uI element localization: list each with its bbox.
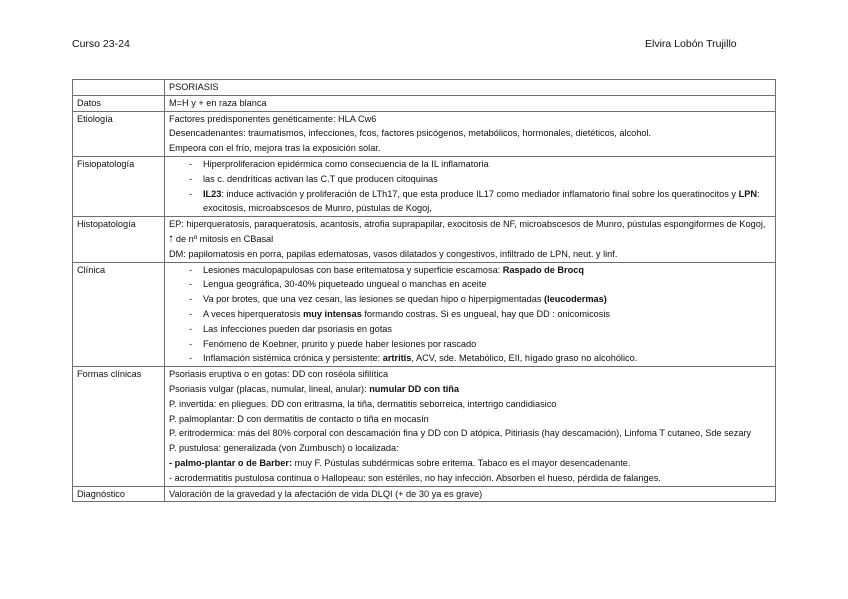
list-item: [169, 351, 771, 366]
item-text: : induce activación y proliferación de LTh17, que esta produce IL17 como mediador inflamatorio final sobre los queratinocitos y: [221, 188, 739, 199]
item-text: muy F. Pústulas subdérmicas sobre eritema. Tabaco es el mayor desencadenante.: [292, 457, 631, 468]
header-course: Curso 23-24: [72, 38, 130, 50]
empty-cell: [73, 80, 165, 96]
histopatologia-dm: DM: papilomatosis en porra, papilas edematosas, vasos dilatados y congestivos, infiltrado de LPN, neut. y linf.: [169, 248, 618, 259]
fisiopatologia-list: [169, 157, 771, 216]
row-label-diagnostico: Diagnóstico: [73, 486, 165, 502]
row-label-formas: Formas clínicas: [73, 367, 165, 486]
formas-line: P. palmoplantar: D con dermatitis de contacto o tiña en mocasín: [169, 413, 429, 424]
bold-term: numular DD con tiña: [369, 383, 460, 394]
formas-line: [169, 456, 771, 471]
table-row-clinica: [73, 262, 776, 367]
table-row-formas: [73, 367, 776, 486]
histopatologia-ep: EP: hiperqueratosis, paraqueratosis, acantosis, atrofia suprapapilar, exocitosis de NF, microabscesos de Munro, pústulas espongiformes de Kogoj, ⭡ de nº mitosis en CBasal: [169, 219, 766, 244]
formas-line: - acrodermatitis pustulosa continua o Hallopeau: son estériles, no hay infección. Absorben el hueso, pérdida de falanges.: [169, 472, 661, 483]
etiologia-line: Factores predisponentes genéticamente: HLA Cw6: [169, 113, 377, 124]
bold-term: IL23: [203, 188, 222, 199]
row-label-datos: Datos: [73, 95, 165, 111]
item-text: : exocitosis, microabscesos de Munro, pústulas de Kogoj,: [203, 188, 760, 214]
formas-line: P. invertida: en pliegues. DD con eritrasma, la tiña, dermatitis seborreica, intertrigo candidiasico: [169, 398, 557, 409]
bold-term: Raspado de Brocq: [502, 264, 584, 275]
table-row-histopatologia: [73, 217, 776, 262]
diagnostico-text: Valoración de la gravedad y la afectación de vida DLQI (+ de 30 ya es grave): [165, 486, 776, 502]
formas-line: Psoriasis eruptiva o en gotas: DD con roséola sifilítica: [169, 369, 389, 380]
row-label-etiologia: Etiología: [73, 111, 165, 156]
datos-text: M=H y + en raza blanca: [165, 95, 776, 111]
etiologia-line: Empeora con el frío, mejora tras la exposición solar.: [169, 143, 381, 154]
table-title: PSORIASIS: [165, 80, 776, 96]
list-item: - Fenómeno de Koebner, prurito y puede haber lesiones por rascado: [169, 337, 771, 352]
list-item: [169, 263, 771, 278]
table-row-diagnostico: [73, 486, 776, 502]
table-row-fisiopatologia: [73, 156, 776, 216]
bold-term: artritis: [382, 353, 412, 364]
clinica-cell: [165, 262, 776, 367]
row-label-fisiopatologia: Fisiopatología: [73, 156, 165, 216]
histopatologia-cell: [165, 217, 776, 262]
table-row-etiologia: [73, 111, 776, 156]
list-item: - Las infecciones pueden dar psoriasis en gotas: [169, 322, 771, 337]
table-row-title: [73, 80, 776, 96]
formas-cell: [165, 367, 776, 486]
list-item: - Lengua geográfica, 30-40% piqueteado ungueal o manchas en aceite: [169, 277, 771, 292]
item-text: Lesiones maculopapulosas con base eritematosa y superficie escamosa:: [203, 264, 503, 275]
fisiopatologia-cell: [165, 156, 776, 216]
clinica-list: [169, 263, 771, 367]
item-text: Inflamación sistémica crónica y persistente:: [203, 353, 383, 364]
item-text: , ACV, sde. Metabólico, EII, hígado graso no alcohólico.: [411, 353, 638, 364]
item-text: A veces hiperqueratosis: [203, 308, 304, 319]
list-item: - las c. dendríticas activan las C.T que producen citoquinas: [169, 172, 771, 187]
etiologia-cell: [165, 111, 776, 156]
item-text: Va por brotes, que una vez cesan, las lesiones se quedan hipo o hiperpigmentadas: [203, 294, 545, 305]
item-text: Psoriasis vulgar (placas, numular, lineal, anular):: [169, 383, 370, 394]
bold-term: LPN: [738, 188, 757, 199]
list-item: [169, 307, 771, 322]
item-text: formando costras. Si es ungueal, hay que DD : onicomicosis: [361, 308, 611, 319]
psoriasis-table: [72, 79, 776, 502]
etiologia-line: Desencadenantes: traumatismos, infecciones, fcos, factores psicógenos, metabólicos, hormonales, dietéticos, alcohol.: [169, 128, 652, 139]
row-label-clinica: Clínica: [73, 262, 165, 367]
row-label-histopatologia: Histopatología: [73, 217, 165, 262]
list-item: - Hiperproliferacion epidérmica como consecuencia de la IL inflamatoria: [169, 157, 771, 172]
formas-line: P. eritrodermica: más del 80% corporal con descamación fina y DD con D atópica, Pitiriasis (hay descamación), Linfoma T cutaneo, Sde sezary: [169, 428, 752, 439]
table-row-datos: [73, 95, 776, 111]
bold-term: - palmo-plantar o de Barber:: [169, 457, 293, 468]
header-author: Elvira Lobón Trujillo: [645, 38, 737, 50]
bold-term: muy intensas: [303, 308, 362, 319]
list-item: [169, 187, 771, 217]
bold-term: (leucodermas): [544, 294, 607, 305]
formas-line: P. pustulosa: generalizada (von Zumbusch) o localizada:: [169, 443, 399, 454]
list-item: [169, 292, 771, 307]
formas-line: [169, 382, 771, 397]
